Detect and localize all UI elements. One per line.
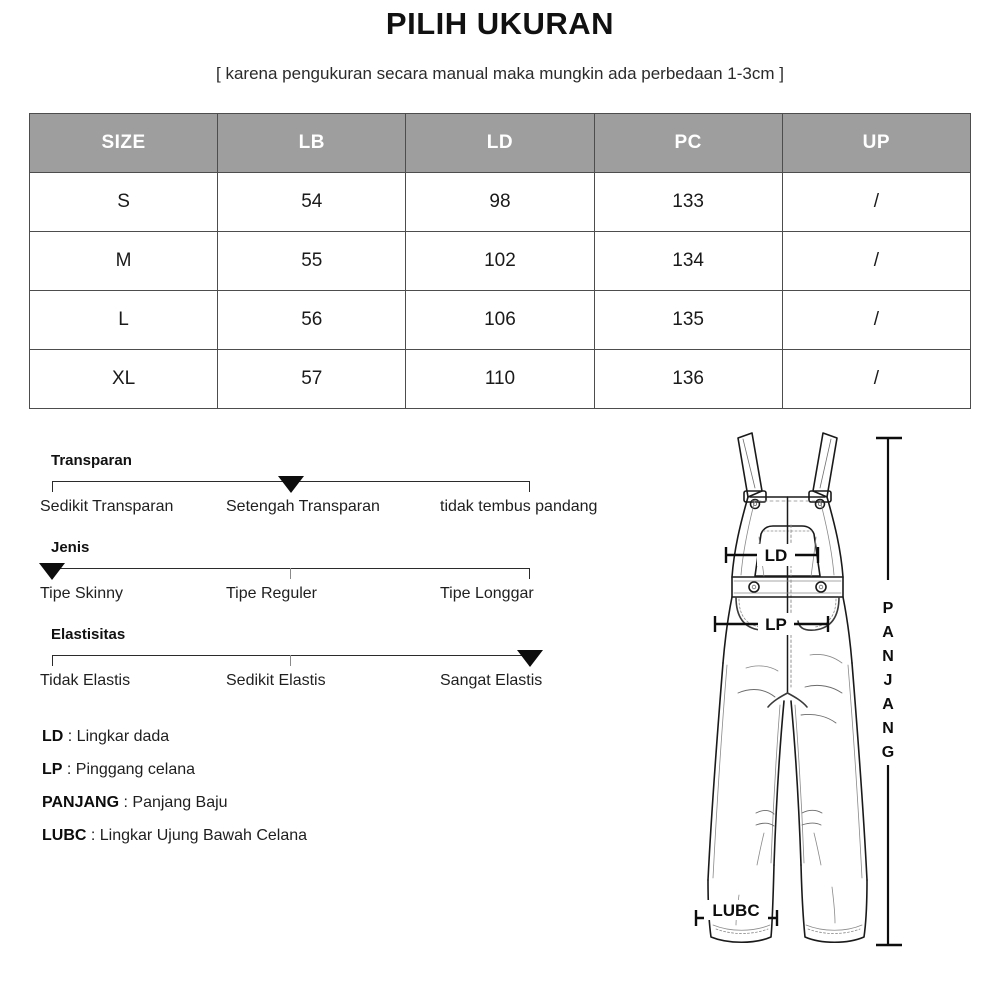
cell-up: / <box>782 350 970 409</box>
cell-ld: 106 <box>406 291 594 350</box>
scale-title: Elastisitas <box>51 626 126 643</box>
legend-description: Panjang Baju <box>132 794 228 811</box>
table-row <box>30 173 971 232</box>
scale-cap-right <box>529 568 530 579</box>
scale-tick-middle <box>290 568 291 579</box>
cell-lb: 55 <box>218 232 406 291</box>
scale-cap-right <box>529 481 530 492</box>
measurement-label-lp: LP <box>765 615 787 634</box>
measurement-panjang <box>876 438 902 945</box>
table-row <box>30 291 971 350</box>
scale-label-start: Sedikit Transparan <box>40 498 174 515</box>
measurement-lubc <box>696 900 777 926</box>
legend-abbr: LP <box>42 761 63 778</box>
button-waist-left <box>749 582 759 592</box>
scale-jenis <box>40 539 620 626</box>
cell-pc: 134 <box>594 232 782 291</box>
leg-outer-left <box>708 663 723 880</box>
scale-label-mid: Sedikit Elastis <box>226 672 326 689</box>
scale-marker-triangle-icon <box>517 650 543 667</box>
cell-up: / <box>782 232 970 291</box>
scale-labels <box>40 672 620 694</box>
cell-up: / <box>782 173 970 232</box>
scale-bar <box>52 655 530 656</box>
scale-title: Transparan <box>51 452 132 469</box>
legend-description: Lingkar Ujung Bawah Celana <box>99 827 308 844</box>
legend-separator: : <box>119 794 133 811</box>
table-body <box>30 173 971 409</box>
cell-size: M <box>30 232 218 291</box>
column-header-lb: LB <box>218 114 406 173</box>
abbreviation-legend <box>42 728 462 860</box>
scale-label-end: Sangat Elastis <box>440 672 543 689</box>
scale-cap-left <box>52 655 53 666</box>
column-header-size: SIZE <box>30 114 218 173</box>
scale-elastisitas <box>40 626 620 713</box>
measurement-lp <box>715 613 828 635</box>
measurement-label-lubc: LUBC <box>712 901 760 920</box>
panjang-letter: A <box>882 696 894 713</box>
cell-pc: 133 <box>594 173 782 232</box>
overalls-outline <box>708 433 867 942</box>
scale-tick-middle <box>290 655 291 666</box>
measurement-ld <box>726 544 818 566</box>
scale-marker-triangle-icon <box>39 563 65 580</box>
scale-transparan <box>40 452 620 539</box>
cell-lb: 57 <box>218 350 406 409</box>
cell-up: / <box>782 291 970 350</box>
column-header-pc: PC <box>594 114 782 173</box>
scale-labels <box>40 498 620 520</box>
scale-title: Jenis <box>51 539 90 556</box>
measurement-label-ld: LD <box>764 546 788 565</box>
legend-item-lp <box>42 761 462 779</box>
hip-right <box>843 597 852 663</box>
legend-abbr: PANJANG <box>42 794 120 811</box>
table-header-row <box>30 114 971 173</box>
table-header <box>30 114 971 173</box>
legend-item-lubc <box>42 827 462 845</box>
legend-item-ld <box>42 728 462 746</box>
cell-size: XL <box>30 350 218 409</box>
cell-ld: 110 <box>406 350 594 409</box>
scale-cap-left <box>52 481 53 492</box>
page-title: PILIH UKURAN <box>385 6 615 41</box>
scale-label-start: Tipe Skinny <box>40 585 123 602</box>
body-side-left <box>732 497 748 577</box>
legend-item-panjang <box>42 794 462 812</box>
garment-diagram <box>660 425 990 965</box>
inseam-left <box>774 701 784 865</box>
legend-description: Lingkar dada <box>76 728 170 745</box>
size-chart-table-container <box>29 113 971 409</box>
cell-size: L <box>30 291 218 350</box>
panjang-letter: G <box>881 744 895 761</box>
scale-label-start: Tidak Elastis <box>40 672 131 689</box>
cell-size: S <box>30 173 218 232</box>
scale-labels <box>40 585 620 607</box>
body-side-right <box>827 497 843 577</box>
legend-separator: : <box>62 761 76 778</box>
button-waist-right <box>816 582 826 592</box>
panjang-letter: N <box>882 720 894 737</box>
scale-label-mid: Setengah Transparan <box>226 498 380 515</box>
cell-pc: 136 <box>594 350 782 409</box>
legend-separator: : <box>86 827 100 844</box>
cell-lb: 56 <box>218 291 406 350</box>
attribute-scales <box>40 452 620 713</box>
scale-marker-triangle-icon <box>278 476 304 493</box>
table-row <box>30 232 971 291</box>
table-row <box>30 350 971 409</box>
legend-abbr: LD <box>42 728 64 745</box>
panjang-letter: N <box>882 648 894 665</box>
cell-ld: 98 <box>406 173 594 232</box>
inseam-right <box>791 701 801 865</box>
scale-bar <box>52 568 530 569</box>
cell-lb: 54 <box>218 173 406 232</box>
legend-separator: : <box>63 728 77 745</box>
column-header-ld: LD <box>406 114 594 173</box>
pocket-right <box>798 597 839 630</box>
hip-left <box>723 597 732 663</box>
scale-label-end: Tipe Longgar <box>440 585 534 602</box>
legend-abbr: LUBC <box>42 827 87 844</box>
strap-left <box>738 433 762 497</box>
cell-pc: 135 <box>594 291 782 350</box>
column-header-up: UP <box>782 114 970 173</box>
panjang-letter: J <box>883 672 893 689</box>
cell-ld: 102 <box>406 232 594 291</box>
overalls-technical-drawing <box>660 425 990 965</box>
panjang-letter: A <box>882 624 894 641</box>
scale-label-mid: Tipe Reguler <box>226 585 318 602</box>
page-subtitle: [ karena pengukuran secara manual maka mungkin ada perbedaan 1-3cm ] <box>216 64 784 83</box>
legend-description: Pinggang celana <box>75 761 196 778</box>
size-chart-table <box>29 113 971 409</box>
scale-label-end: tidak tembus pandang <box>440 498 598 515</box>
panjang-letter: P <box>882 600 894 617</box>
leg-outer-right <box>852 663 867 880</box>
